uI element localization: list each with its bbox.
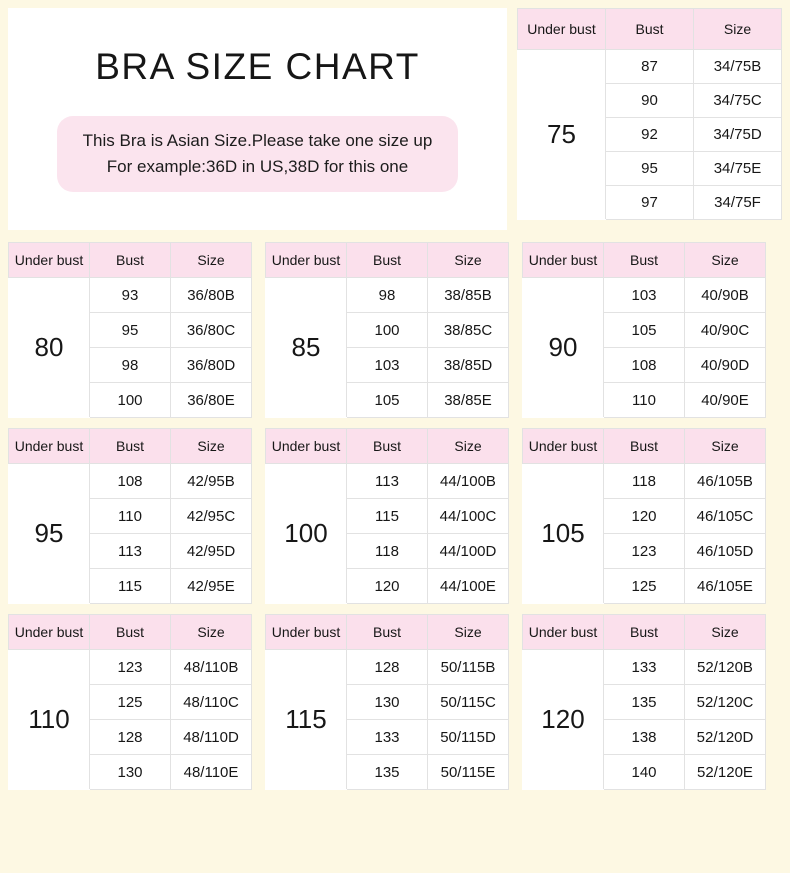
- size-table-110: [8, 614, 252, 790]
- bust-value: 113: [347, 464, 428, 499]
- bust-value: 120: [604, 499, 685, 534]
- column-header-under-bust: Under bust: [266, 615, 347, 650]
- column-header-size: Size: [171, 429, 252, 464]
- column-header-size: Size: [428, 243, 509, 278]
- size-value: 44/100B: [428, 464, 509, 499]
- table-header-row: [523, 243, 766, 278]
- column-header-bust: Bust: [347, 243, 428, 278]
- bust-value: 103: [347, 348, 428, 383]
- size-value: 44/100D: [428, 534, 509, 569]
- column-header-under-bust: Under bust: [266, 243, 347, 278]
- size-value: 42/95D: [171, 534, 252, 569]
- size-table-85: [265, 242, 509, 418]
- bust-value: 105: [347, 383, 428, 418]
- bust-value: 133: [604, 650, 685, 685]
- size-value: 44/100C: [428, 499, 509, 534]
- bust-value: 118: [347, 534, 428, 569]
- table-row: [518, 50, 782, 84]
- bust-value: 123: [604, 534, 685, 569]
- size-value: 38/85D: [428, 348, 509, 383]
- column-header-size: Size: [171, 243, 252, 278]
- size-value: 34/75F: [694, 186, 782, 220]
- column-header-size: Size: [171, 615, 252, 650]
- under-bust-value: 95: [9, 464, 90, 604]
- size-value: 40/90E: [685, 383, 766, 418]
- bust-value: 100: [347, 313, 428, 348]
- bust-value: 118: [604, 464, 685, 499]
- bust-value: 138: [604, 720, 685, 755]
- table-header-row: [9, 429, 252, 464]
- size-value: 38/85C: [428, 313, 509, 348]
- column-header-size: Size: [694, 9, 782, 50]
- bust-value: 98: [90, 348, 171, 383]
- bust-value: 92: [606, 118, 694, 152]
- bust-value: 100: [90, 383, 171, 418]
- column-header-bust: Bust: [90, 243, 171, 278]
- size-value: 38/85E: [428, 383, 509, 418]
- size-value: 50/115D: [428, 720, 509, 755]
- bust-value: 123: [90, 650, 171, 685]
- table-row: [523, 650, 766, 685]
- column-header-size: Size: [685, 429, 766, 464]
- size-value: 38/85B: [428, 278, 509, 313]
- column-header-bust: Bust: [90, 429, 171, 464]
- under-bust-value: 120: [523, 650, 604, 790]
- size-note-line-1: This Bra is Asian Size.Please take one size up: [82, 130, 433, 150]
- size-value: 46/105E: [685, 569, 766, 604]
- under-bust-value: 105: [523, 464, 604, 604]
- size-value: 34/75E: [694, 152, 782, 186]
- bust-value: 108: [604, 348, 685, 383]
- column-header-under-bust: Under bust: [518, 9, 606, 50]
- page-title: BRA SIZE CHART: [95, 45, 420, 87]
- bust-value: 97: [606, 186, 694, 220]
- table-header-row: [523, 615, 766, 650]
- top-row: [8, 8, 782, 230]
- size-value: 52/120E: [685, 755, 766, 790]
- under-bust-value: 85: [266, 278, 347, 418]
- bust-value: 125: [604, 569, 685, 604]
- size-value: 36/80D: [171, 348, 252, 383]
- table-row: [523, 278, 766, 313]
- table-row: [9, 464, 252, 499]
- under-bust-value: 75: [518, 50, 606, 220]
- bust-value: 135: [347, 755, 428, 790]
- bust-value: 113: [90, 534, 171, 569]
- size-value: 44/100E: [428, 569, 509, 604]
- size-table-75: [517, 8, 782, 220]
- column-header-under-bust: Under bust: [9, 615, 90, 650]
- column-header-under-bust: Under bust: [266, 429, 347, 464]
- size-value: 50/115E: [428, 755, 509, 790]
- size-value: 42/95C: [171, 499, 252, 534]
- table-header-row: [266, 429, 509, 464]
- column-header-size: Size: [685, 243, 766, 278]
- column-header-under-bust: Under bust: [523, 429, 604, 464]
- size-value: 52/120B: [685, 650, 766, 685]
- size-table-80: [8, 242, 252, 418]
- table-header-row: [266, 615, 509, 650]
- table-row: [523, 464, 766, 499]
- size-value: 36/80B: [171, 278, 252, 313]
- size-table-90: [522, 242, 766, 418]
- size-note-line-2: For example:36D in US,38D for this one: [106, 157, 409, 176]
- table-row: [266, 278, 509, 313]
- size-value: 46/105C: [685, 499, 766, 534]
- size-value: 46/105B: [685, 464, 766, 499]
- title-card: [8, 8, 507, 230]
- size-table-100: [265, 428, 509, 604]
- size-table-120: [522, 614, 766, 790]
- size-tables-grid: [8, 242, 782, 790]
- column-header-bust: Bust: [606, 9, 694, 50]
- bust-value: 115: [347, 499, 428, 534]
- bust-value: 128: [347, 650, 428, 685]
- bust-value: 140: [604, 755, 685, 790]
- bust-value: 120: [347, 569, 428, 604]
- bust-value: 87: [606, 50, 694, 84]
- bust-value: 95: [90, 313, 171, 348]
- bust-value: 110: [604, 383, 685, 418]
- size-value: 42/95B: [171, 464, 252, 499]
- column-header-bust: Bust: [604, 243, 685, 278]
- bust-value: 130: [90, 755, 171, 790]
- bust-value: 130: [347, 685, 428, 720]
- table-header-row: [9, 243, 252, 278]
- column-header-bust: Bust: [347, 615, 428, 650]
- size-value: 50/115C: [428, 685, 509, 720]
- bust-value: 108: [90, 464, 171, 499]
- table-row: [9, 650, 252, 685]
- size-value: 52/120C: [685, 685, 766, 720]
- column-header-bust: Bust: [90, 615, 171, 650]
- under-bust-value: 110: [9, 650, 90, 790]
- column-header-under-bust: Under bust: [523, 243, 604, 278]
- size-value: 42/95E: [171, 569, 252, 604]
- under-bust-value: 100: [266, 464, 347, 604]
- bust-value: 105: [604, 313, 685, 348]
- bust-value: 115: [90, 569, 171, 604]
- size-value: 40/90D: [685, 348, 766, 383]
- under-bust-value: 80: [9, 278, 90, 418]
- table-header-row: [9, 615, 252, 650]
- size-value: 48/110E: [171, 755, 252, 790]
- bust-value: 125: [90, 685, 171, 720]
- column-header-bust: Bust: [347, 429, 428, 464]
- size-value: 40/90C: [685, 313, 766, 348]
- size-value: 34/75C: [694, 84, 782, 118]
- table-row: [266, 464, 509, 499]
- column-header-under-bust: Under bust: [9, 429, 90, 464]
- column-header-size: Size: [428, 615, 509, 650]
- size-table-95: [8, 428, 252, 604]
- bust-value: 103: [604, 278, 685, 313]
- table-row: [9, 278, 252, 313]
- column-header-under-bust: Under bust: [523, 615, 604, 650]
- column-header-under-bust: Under bust: [9, 243, 90, 278]
- size-value: 50/115B: [428, 650, 509, 685]
- size-value: 34/75D: [694, 118, 782, 152]
- column-header-size: Size: [685, 615, 766, 650]
- bust-value: 90: [606, 84, 694, 118]
- bust-value: 93: [90, 278, 171, 313]
- table-row: [266, 650, 509, 685]
- size-value: 36/80C: [171, 313, 252, 348]
- column-header-bust: Bust: [604, 615, 685, 650]
- column-header-bust: Bust: [604, 429, 685, 464]
- size-value: 36/80E: [171, 383, 252, 418]
- bust-value: 133: [347, 720, 428, 755]
- under-bust-value: 90: [523, 278, 604, 418]
- bust-value: 98: [347, 278, 428, 313]
- size-value: 46/105D: [685, 534, 766, 569]
- column-header-size: Size: [428, 429, 509, 464]
- table-header-row: [266, 243, 509, 278]
- size-table-115: [265, 614, 509, 790]
- bust-value: 128: [90, 720, 171, 755]
- size-value: 48/110C: [171, 685, 252, 720]
- table-header-row: [518, 9, 782, 50]
- size-value: 34/75B: [694, 50, 782, 84]
- under-bust-value: 115: [266, 650, 347, 790]
- size-value: 48/110B: [171, 650, 252, 685]
- table-header-row: [523, 429, 766, 464]
- size-note: [57, 116, 459, 193]
- size-value: 52/120D: [685, 720, 766, 755]
- size-value: 40/90B: [685, 278, 766, 313]
- size-value: 48/110D: [171, 720, 252, 755]
- bust-value: 110: [90, 499, 171, 534]
- bust-value: 135: [604, 685, 685, 720]
- size-table-105: [522, 428, 766, 604]
- bust-value: 95: [606, 152, 694, 186]
